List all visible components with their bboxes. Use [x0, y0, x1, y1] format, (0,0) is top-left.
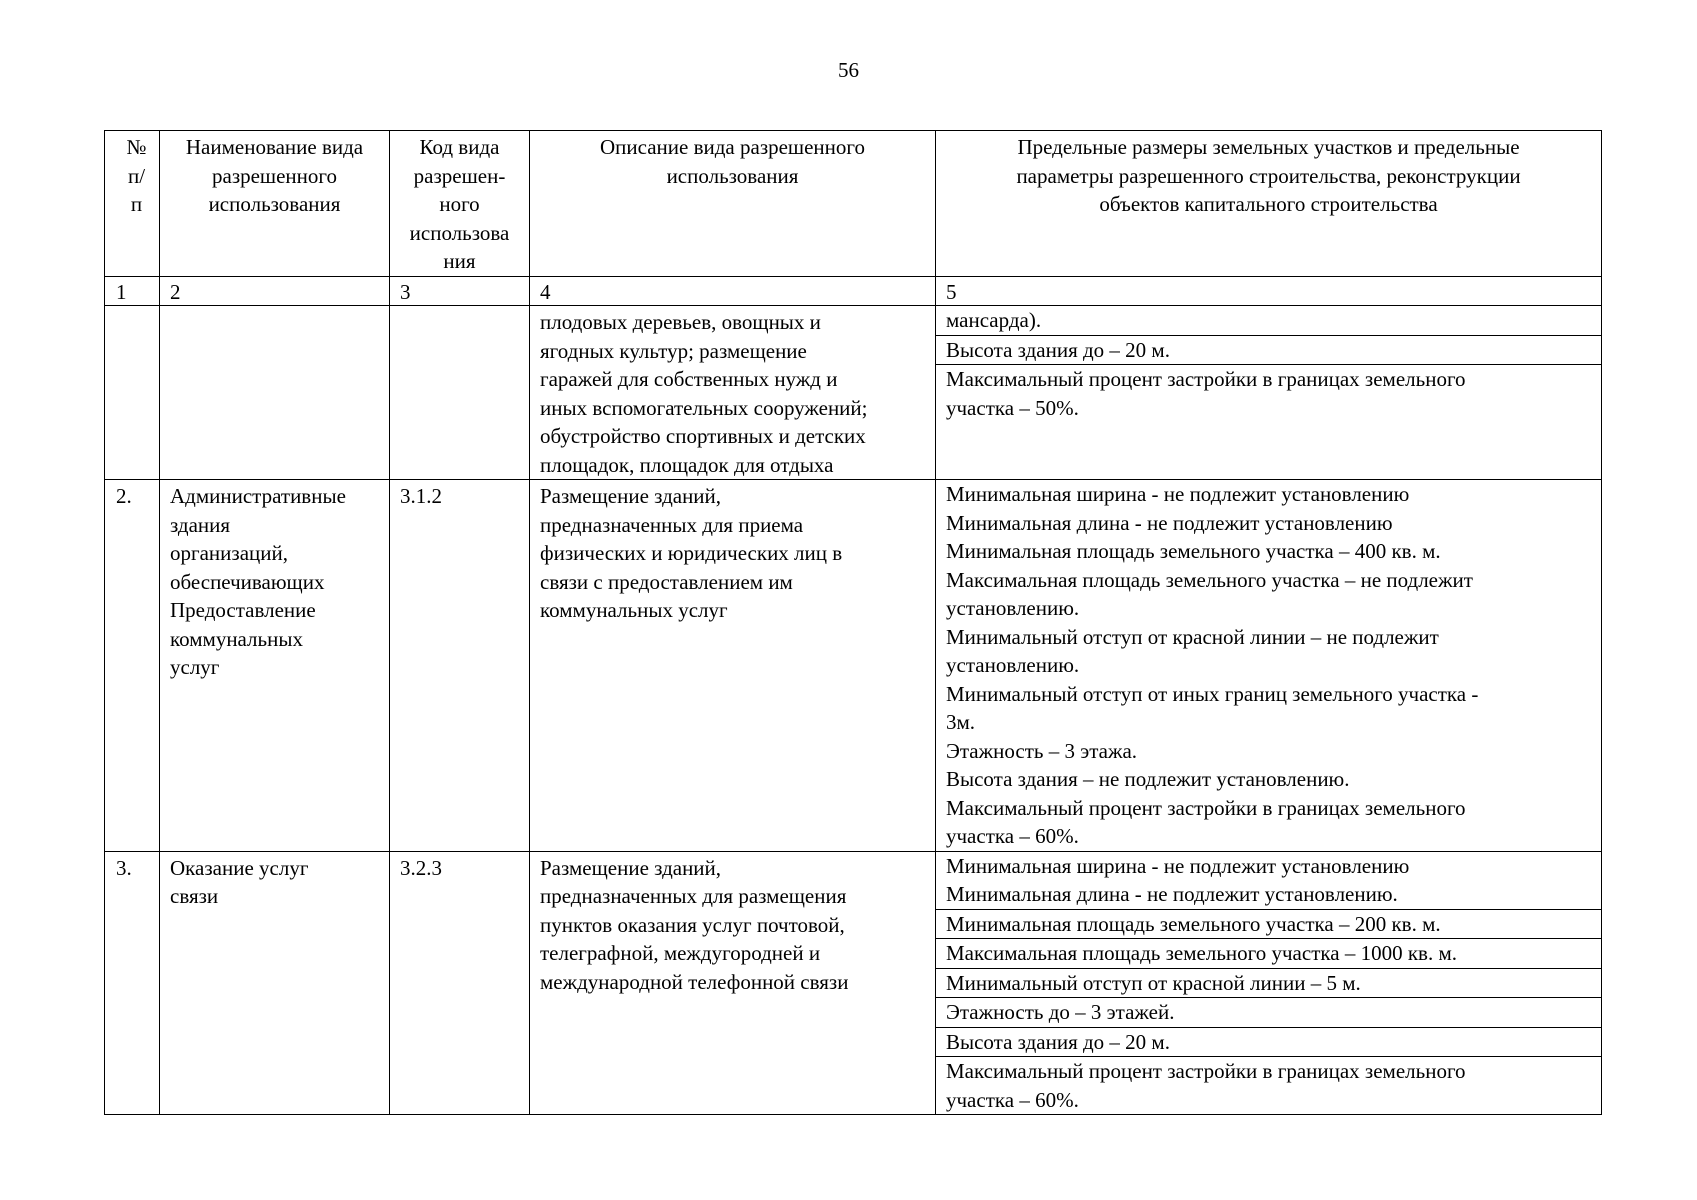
- row-description: [530, 851, 936, 1115]
- row-code: 3.2.3: [390, 851, 530, 1115]
- text-line: обустройство спортивных и детских: [540, 424, 866, 448]
- parameter-block: [936, 938, 1601, 968]
- text-line: Размещение зданий,: [540, 484, 722, 508]
- text-line: использования: [666, 163, 799, 188]
- column-number-row: [105, 277, 1602, 306]
- text-line: физических и юридических лиц в: [540, 541, 843, 565]
- text-line: здания: [170, 512, 231, 537]
- row-name: [160, 306, 390, 480]
- header-parameters: [936, 131, 1602, 277]
- page-number: 56: [838, 58, 859, 82]
- parameter-line: Минимальная длина - не подлежит установлению: [946, 510, 1393, 535]
- parameter-line: Минимальная ширина - не подлежит установлению: [946, 853, 1410, 878]
- row-parameters: [936, 851, 1602, 1115]
- regulations-table: [104, 130, 1602, 1115]
- parameter-line: участка – 50%.: [946, 395, 1079, 420]
- parameter-block: [936, 1056, 1601, 1114]
- text-line: разрешенного: [212, 163, 337, 188]
- text-line: обеспечивающих: [170, 569, 325, 594]
- header-name: [160, 131, 390, 277]
- text-line: иных вспомогательных сооружений;: [540, 395, 868, 420]
- table-row: [105, 480, 1602, 852]
- text-line: Описание вида разрешенного: [600, 135, 865, 159]
- parameter-block: [936, 306, 1601, 335]
- parameter-line: Этажность до – 3 этажей.: [946, 1000, 1175, 1024]
- text-line: предназначенных для приема: [540, 512, 804, 537]
- row-parameters: [936, 306, 1602, 480]
- text-line: объектов капитального строительства: [1099, 192, 1438, 216]
- parameter-line: установлению.: [946, 653, 1080, 677]
- parameter-line: Минимальный отступ от красной линии – не подлежит: [946, 624, 1439, 649]
- text-line: использования: [208, 192, 341, 216]
- text-line: связи: [170, 884, 219, 908]
- row-number: [105, 306, 160, 480]
- parameter-block: [936, 909, 1601, 939]
- parameter-line: Высота здания до – 20 м.: [946, 1029, 1170, 1054]
- column-number: 5: [936, 277, 1602, 306]
- parameter-line: Максимальный процент застройки в границах земельного: [946, 795, 1466, 820]
- text-line: Оказание услуг: [170, 855, 309, 880]
- parameter-line: Максимальная площадь земельного участка – не подлежит: [946, 567, 1473, 592]
- table-row: [105, 306, 1602, 480]
- parameter-line: Максимальный процент застройки в границах земельного: [946, 1059, 1466, 1083]
- row-description: [530, 306, 936, 480]
- parameter-line: Минимальная ширина - не подлежит установлению: [946, 482, 1410, 506]
- header-description: [530, 131, 936, 277]
- parameter-line: Этажность – 3 этажа.: [946, 738, 1138, 763]
- text-line: п/: [127, 163, 146, 188]
- parameter-line: Высота здания – не подлежит установлению.: [946, 767, 1350, 791]
- text-line: международной телефонной связи: [540, 969, 849, 994]
- text-line: гаражей для собственных нужд и: [540, 367, 838, 391]
- parameter-block: [936, 997, 1601, 1027]
- row-code: [390, 306, 530, 480]
- column-number: 2: [160, 277, 390, 306]
- parameter-line: Минимальный отступ от красной линии – 5 м.: [946, 970, 1361, 995]
- text-line: Предоставление: [170, 598, 316, 622]
- text-line: использова: [409, 220, 510, 245]
- text-line: параметры разрешенного строительства, реконструкции: [1016, 163, 1521, 188]
- parameter-line: установлению.: [946, 596, 1080, 620]
- parameter-line: Минимальная площадь земельного участка – 200 кв. м.: [946, 911, 1441, 936]
- parameter-block: [936, 1027, 1601, 1057]
- parameter-line: Максимальный процент застройки в границах земельного: [946, 367, 1466, 391]
- text-line: Наименование вида: [185, 135, 364, 159]
- text-line: Код вида: [419, 135, 500, 159]
- row-name: [160, 851, 390, 1115]
- parameter-line: Высота здания до – 20 м.: [946, 337, 1170, 362]
- parameter-block: [936, 852, 1601, 909]
- table-header-row: [105, 131, 1602, 277]
- parameter-line: участка – 60%.: [946, 1087, 1079, 1112]
- parameter-block: [936, 968, 1601, 998]
- text-line: разрешен-: [413, 163, 506, 188]
- text-line: телеграфной, междугородней и: [540, 941, 821, 965]
- text-line: Административные: [170, 484, 346, 508]
- text-line: площадок, площадок для отдыха: [540, 452, 834, 477]
- text-line: ния: [443, 249, 476, 273]
- text-line: Предельные размеры земельных участков и предельные: [1017, 135, 1520, 159]
- text-line: связи с предоставлением им: [540, 569, 793, 594]
- text-line: организаций,: [170, 541, 288, 565]
- column-number: 4: [530, 277, 936, 306]
- row-name: [160, 480, 390, 852]
- header-number: [105, 131, 160, 277]
- column-number: 3: [390, 277, 530, 306]
- row-code: 3.1.2: [390, 480, 530, 852]
- header-code: [390, 131, 530, 277]
- text-line: ного: [439, 192, 480, 216]
- parameter-block: [936, 335, 1601, 365]
- text-line: пунктов оказания услуг почтовой,: [540, 912, 845, 937]
- text-line: №: [126, 135, 147, 159]
- row-number: 2.: [105, 480, 160, 852]
- text-line: ягодных культур; размещение: [540, 338, 807, 363]
- parameter-line: 3м.: [946, 710, 976, 734]
- text-line: коммунальных услуг: [540, 598, 728, 622]
- parameter-line: Максимальная площадь земельного участка – 1000 кв. м.: [946, 941, 1457, 965]
- parameter-line: участка – 60%.: [946, 824, 1079, 848]
- text-line: плодовых деревьев, овощных и: [540, 310, 821, 334]
- text-line: предназначенных для размещения: [540, 884, 847, 908]
- text-line: услуг: [170, 655, 220, 679]
- parameter-line: Минимальная длина - не подлежит установлению.: [946, 882, 1398, 906]
- parameter-line: мансарда).: [946, 308, 1042, 332]
- parameter-block: [936, 364, 1601, 422]
- text-line: п: [130, 192, 143, 216]
- parameter-line: Минимальный отступ от иных границ земельного участка -: [946, 681, 1479, 706]
- row-parameters: [936, 480, 1602, 852]
- table-row: [105, 851, 1602, 1115]
- text-line: коммунальных: [170, 626, 303, 651]
- row-description: [530, 480, 936, 852]
- column-number: 1: [105, 277, 160, 306]
- row-number: 3.: [105, 851, 160, 1115]
- text-line: Размещение зданий,: [540, 855, 722, 880]
- parameter-line: Минимальная площадь земельного участка – 400 кв. м.: [946, 539, 1441, 563]
- parameter-block: [936, 480, 1601, 851]
